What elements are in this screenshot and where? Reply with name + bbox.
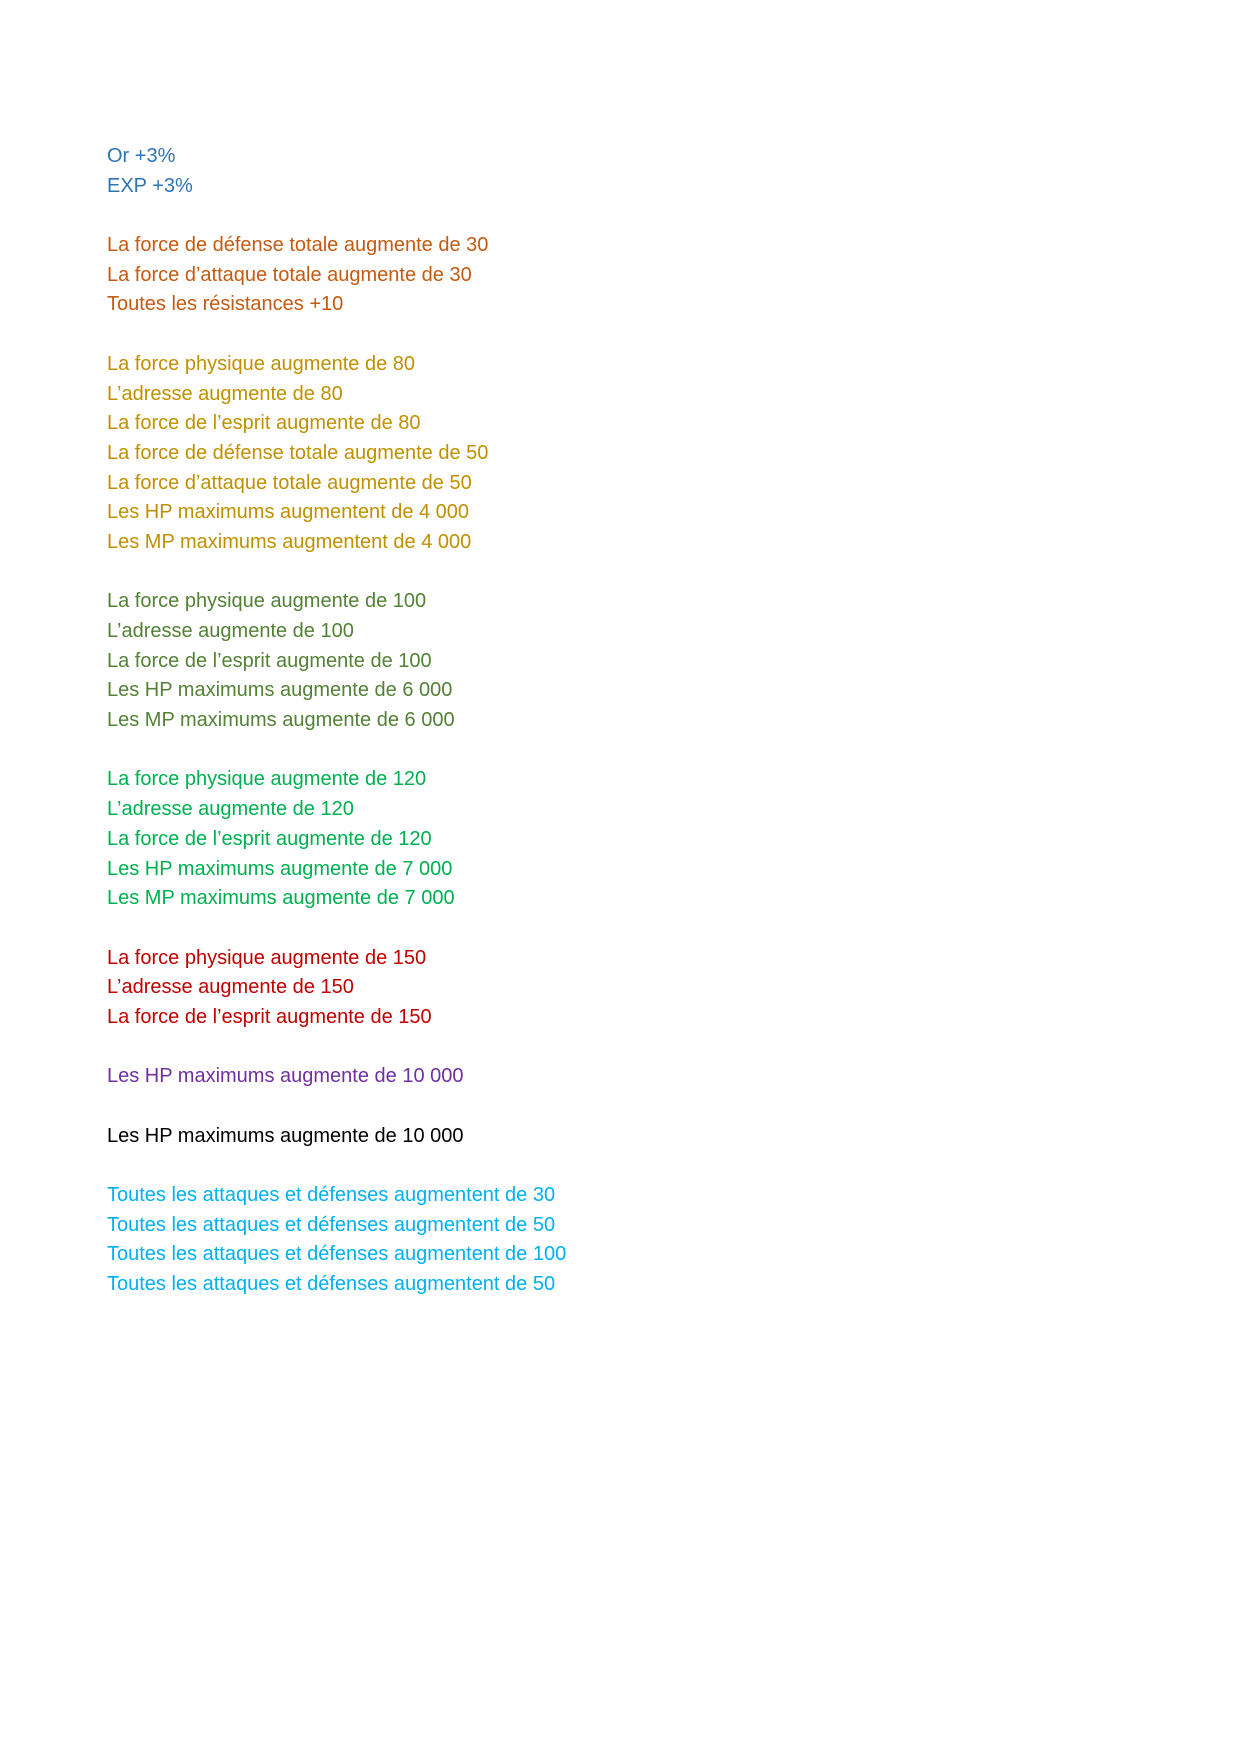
text-line: Toutes les attaques et défenses augmentent de 50 <box>107 1273 556 1296</box>
text-line: EXP +3% <box>107 174 193 197</box>
text-line: Les HP maximums augmente de 10 000 <box>107 1124 464 1147</box>
text-line: Les HP maximums augmentent de 4 000 <box>107 501 470 524</box>
text-line: La force d’attaque totale augmente de 30 <box>107 263 472 286</box>
bonus-group-gold <box>107 350 1107 558</box>
text-line: La force physique augmente de 150 <box>107 946 427 969</box>
text-line: Les MP maximums augmente de 6 000 <box>107 709 455 732</box>
bonus-group-red <box>107 944 1107 1033</box>
bonus-group-black <box>107 1122 1107 1152</box>
text-line: Toutes les attaques et défenses augmentent de 50 <box>107 1213 556 1236</box>
text-line: La force de défense totale augmente de 50 <box>107 441 489 464</box>
text-line: La force de l’esprit augmente de 80 <box>107 412 421 435</box>
text-line: Toutes les attaques et défenses augmentent de 30 <box>107 1184 556 1207</box>
text-line: L’adresse augmente de 80 <box>107 382 343 405</box>
bonus-group-cyan <box>107 1181 1107 1300</box>
text-line: Toutes les résistances +10 <box>107 293 344 316</box>
text-line: La force de l’esprit augmente de 100 <box>107 649 432 672</box>
text-line: Les HP maximums augmente de 7 000 <box>107 857 453 880</box>
text-line: La force d’attaque totale augmente de 50 <box>107 471 472 494</box>
bonus-group-orange <box>107 231 1107 320</box>
text-line: L’adresse augmente de 120 <box>107 798 354 821</box>
text-line: La force de l’esprit augmente de 120 <box>107 827 432 850</box>
text-line: Toutes les attaques et défenses augmentent de 100 <box>107 1243 567 1266</box>
text-line: Les MP maximums augmente de 7 000 <box>107 887 455 910</box>
text-line: Or +3% <box>107 145 176 167</box>
text-line: Les MP maximums augmentent de 4 000 <box>107 530 472 553</box>
text-line: La force physique augmente de 100 <box>107 590 427 613</box>
text-line: Les HP maximums augmente de 10 000 <box>107 1065 464 1088</box>
text-line: L’adresse augmente de 100 <box>107 620 354 642</box>
bonus-group-purple <box>107 1062 1107 1092</box>
text-line: Les HP maximums augmente de 6 000 <box>107 679 453 702</box>
text-line: La force de défense totale augmente de 30 <box>107 234 489 257</box>
bonus-group-gold-exp <box>107 142 1107 201</box>
bonus-group-green <box>107 765 1107 913</box>
text-line: La force de l’esprit augmente de 150 <box>107 1005 432 1028</box>
text-line: L’adresse augmente de 150 <box>107 976 354 999</box>
bonus-group-dark-green <box>107 587 1107 735</box>
text-line: La force physique augmente de 120 <box>107 768 427 791</box>
document-body <box>107 142 1107 1330</box>
text-line: La force physique augmente de 80 <box>107 352 415 375</box>
